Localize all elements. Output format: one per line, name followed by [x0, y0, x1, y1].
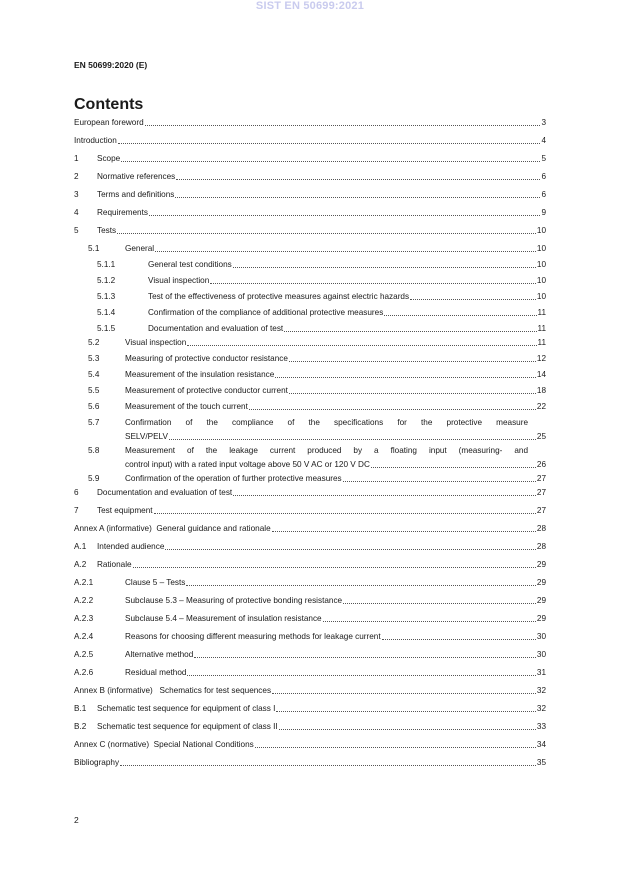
- toc-entry-page: 6: [541, 190, 546, 199]
- toc-entry-number: 5.4: [88, 370, 100, 379]
- toc-entry[interactable]: [74, 632, 546, 642]
- toc-entry-page: 10: [536, 292, 546, 301]
- dot-leader: [275, 377, 536, 378]
- toc-entry-page: 11: [537, 338, 546, 347]
- toc-entry-number: A.2.6: [74, 668, 94, 677]
- dot-leader: [194, 657, 536, 658]
- toc-entry-page: 29: [536, 596, 546, 605]
- toc-entry[interactable]: [74, 208, 546, 218]
- toc-entry-number: A.2.5: [74, 650, 94, 659]
- toc-entry-number: 1: [74, 154, 79, 163]
- dot-leader: [154, 513, 536, 514]
- toc-entry-page: 27: [536, 488, 546, 497]
- toc-entry-number: 2: [74, 172, 79, 181]
- toc-entry-number: 5.1.5: [97, 324, 116, 333]
- toc-entry[interactable]: [74, 418, 546, 442]
- toc-entry[interactable]: [74, 386, 546, 396]
- toc-entry-title: Annex B (informative) Schematics for test sequences: [74, 686, 272, 695]
- toc-entry[interactable]: [74, 474, 546, 484]
- toc-entry[interactable]: [74, 740, 546, 750]
- toc-entry-title: Introduction: [74, 136, 117, 145]
- toc-entry[interactable]: [74, 226, 546, 236]
- toc-entry-title: Requirements: [97, 208, 148, 217]
- dot-leader: [120, 765, 536, 766]
- toc-entry-number: B.1: [74, 704, 87, 713]
- toc-entry[interactable]: [74, 596, 546, 606]
- toc-entry-title: Subclause 5.4 – Measurement of insulation resistance: [125, 614, 322, 623]
- toc-entry[interactable]: [74, 506, 546, 516]
- dot-leader: [133, 567, 536, 568]
- toc-entry-page: 28: [536, 542, 546, 551]
- toc-entry-title: General test conditions: [148, 260, 232, 269]
- toc-entry-number: 5.6: [88, 402, 100, 411]
- dot-leader: [343, 481, 536, 482]
- toc-entry-number: 7: [74, 506, 79, 515]
- toc-entry[interactable]: [74, 118, 546, 128]
- toc-entry-number: 5.1: [88, 244, 100, 253]
- toc-entry-page: 11: [537, 324, 546, 333]
- dot-leader: [233, 495, 536, 496]
- toc-entry[interactable]: [74, 578, 546, 588]
- toc-entry-page: 27: [536, 474, 546, 483]
- toc-entry[interactable]: [74, 668, 546, 678]
- toc-entry-title: Clause 5 – Tests: [125, 578, 186, 587]
- toc-entry-title-line2: control input) with a rated input voltage above 50 V AC or 120 V DC: [125, 460, 370, 469]
- dot-leader: [279, 729, 536, 730]
- toc-entry-title: Residual method: [125, 668, 187, 677]
- toc-entry-number: B.2: [74, 722, 87, 731]
- toc-entry-number: 5.2: [88, 338, 100, 347]
- toc-entry-page: 33: [536, 722, 546, 731]
- dot-leader: [410, 299, 536, 300]
- dot-leader: [176, 179, 540, 180]
- toc-entry[interactable]: [74, 686, 546, 696]
- dot-leader: [276, 711, 535, 712]
- toc-entry-title: Schematic test sequence for equipment of class II: [97, 722, 278, 731]
- toc-entry-title-line2: SELV/PELV: [125, 432, 168, 441]
- toc-entry[interactable]: [74, 542, 546, 552]
- toc-entry-page: 3: [541, 118, 546, 127]
- toc-entry-page: 28: [536, 524, 546, 533]
- toc-entry-title: Normative references: [97, 172, 176, 181]
- toc-entry-page: 31: [536, 668, 546, 677]
- toc-entry-title: Measurement of protective conductor current: [125, 386, 288, 395]
- toc-entry-title: Alternative method: [125, 650, 194, 659]
- toc-entry[interactable]: [74, 154, 546, 164]
- dot-leader: [186, 585, 536, 586]
- toc-entry-page: 4: [541, 136, 546, 145]
- page-number: 2: [74, 815, 79, 825]
- toc-entry-number: 4: [74, 208, 79, 217]
- toc-entry-number: 5.1.3: [97, 292, 116, 301]
- toc-entry-title: Tests: [97, 226, 117, 235]
- toc-entry[interactable]: [74, 560, 546, 570]
- toc-entry[interactable]: [74, 354, 546, 364]
- toc-entry-title: Measuring of protective conductor resistance: [125, 354, 288, 363]
- dot-leader: [187, 345, 536, 346]
- toc-entry-number: 5.1.4: [97, 308, 116, 317]
- dot-leader: [343, 603, 536, 604]
- toc-entry-number: 5.3: [88, 354, 100, 363]
- dot-leader: [145, 125, 541, 126]
- toc-entry-page: 34: [536, 740, 546, 749]
- toc-entry-number: 5.9: [88, 474, 100, 483]
- toc-entry-title: Measurement of the insulation resistance: [125, 370, 275, 379]
- toc-entry-title: Subclause 5.3 – Measuring of protective bonding resistance: [125, 596, 343, 605]
- dot-leader: [210, 283, 536, 284]
- toc-entry-page: 32: [536, 704, 546, 713]
- toc-entry-number: A.2: [74, 560, 87, 569]
- toc-entry[interactable]: [74, 338, 546, 348]
- toc-entry-page: 10: [536, 244, 546, 253]
- toc-entry-title: Test of the effectiveness of protective measures against electric hazards: [148, 292, 410, 301]
- toc-entry-number: A.2.4: [74, 632, 94, 641]
- toc-entry-page: 10: [536, 260, 546, 269]
- toc-entry-page: 27: [536, 506, 546, 515]
- toc-entry-title-line1: Measurement of the leakage current produced by a floating input (measuring- and: [125, 446, 528, 455]
- toc-entry-number: 5.5: [88, 386, 100, 395]
- toc-entry-page: 11: [537, 308, 546, 317]
- dot-leader: [289, 393, 536, 394]
- document-id-header: EN 50699:2020 (E): [74, 60, 148, 70]
- dot-leader: [323, 621, 536, 622]
- toc-entry-title: Rationale: [97, 560, 132, 569]
- toc-entry-page: 9: [541, 208, 546, 217]
- toc-entry-page: 29: [536, 614, 546, 623]
- toc-entry[interactable]: [74, 614, 546, 624]
- toc-entry[interactable]: [74, 446, 546, 470]
- dot-leader: [272, 531, 536, 532]
- dot-leader: [382, 639, 536, 640]
- toc-entry[interactable]: [74, 292, 546, 302]
- dot-leader: [169, 439, 536, 440]
- toc-entry[interactable]: [74, 324, 546, 334]
- toc-entry-title: Visual inspection: [148, 276, 210, 285]
- toc-entry-title: Intended audience: [97, 542, 165, 551]
- toc-entry-title: Schematic test sequence for equipment of class I: [97, 704, 276, 713]
- dot-leader: [233, 267, 536, 268]
- toc-entry-number: 6: [74, 488, 79, 497]
- toc-entry-page: 6: [541, 172, 546, 181]
- toc-entry-number: 3: [74, 190, 79, 199]
- toc-entry-title: Test equipment: [97, 506, 153, 515]
- toc-entry-title: Scope: [97, 154, 121, 163]
- toc-entry-number: 5.7: [88, 418, 100, 427]
- toc-entry-number: A.1: [74, 542, 87, 551]
- toc-entry-number: 5.1.1: [97, 260, 116, 269]
- toc-entry-title: General: [125, 244, 155, 253]
- toc-entry[interactable]: [74, 402, 546, 412]
- toc-entry[interactable]: [74, 488, 546, 498]
- toc-entry-page: 30: [536, 650, 546, 659]
- toc-entry-title: Documentation and evaluation of test: [97, 488, 233, 497]
- toc-entry-title-line1: Confirmation of the compliance of the specifications for the protective measure: [125, 418, 528, 427]
- dot-leader: [175, 197, 540, 198]
- toc-entry[interactable]: [74, 758, 546, 768]
- toc-entry[interactable]: [74, 704, 546, 714]
- toc-entry-page: 14: [536, 370, 546, 379]
- toc-entry-page: 10: [536, 226, 546, 235]
- toc-entry-number: 5: [74, 226, 79, 235]
- dot-leader: [155, 251, 536, 252]
- toc-entry[interactable]: [74, 136, 546, 146]
- toc-entry[interactable]: [74, 650, 546, 660]
- dot-leader: [187, 675, 535, 676]
- toc-entry-page: 25: [536, 432, 546, 441]
- toc-entry-number: A.2.1: [74, 578, 94, 587]
- toc-entry[interactable]: [74, 308, 546, 318]
- toc-entry-title: Confirmation of the operation of further protective measures: [125, 474, 342, 483]
- toc-entry[interactable]: [74, 190, 546, 200]
- toc-entry-page: 29: [536, 578, 546, 587]
- toc-entry[interactable]: [74, 276, 546, 286]
- toc-entry-title: Annex A (informative) General guidance and rationale: [74, 524, 271, 533]
- toc-entry-page: 12: [536, 354, 546, 363]
- dot-leader: [118, 143, 541, 144]
- toc-entry-title: Confirmation of the compliance of additional protective measures: [148, 308, 384, 317]
- toc-entry-number: A.2.2: [74, 596, 94, 605]
- toc-entry-title: Reasons for choosing different measuring methods for leakage current: [125, 632, 381, 641]
- toc-entry-number: 5.8: [88, 446, 100, 455]
- watermark: SIST EN 50699:2021: [255, 0, 365, 12]
- dot-leader: [289, 361, 536, 362]
- toc-entry-page: 35: [536, 758, 546, 767]
- toc-entry-page: 18: [536, 386, 546, 395]
- toc-entry-title: Measurement of the touch current: [125, 402, 248, 411]
- dot-leader: [284, 331, 536, 332]
- toc-entry[interactable]: [74, 524, 546, 534]
- dot-leader: [121, 161, 540, 162]
- dot-leader: [384, 315, 536, 316]
- toc-entry-number: 5.1.2: [97, 276, 116, 285]
- toc-entry-page: 26: [536, 460, 546, 469]
- toc-entry-page: 30: [536, 632, 546, 641]
- dot-leader: [117, 233, 536, 234]
- dot-leader: [371, 467, 536, 468]
- toc-entry-title: Terms and definitions: [97, 190, 175, 199]
- toc-entry[interactable]: [74, 172, 546, 182]
- dot-leader: [165, 549, 536, 550]
- dot-leader: [149, 215, 540, 216]
- toc-entry-title: Bibliography: [74, 758, 120, 767]
- toc-entry-page: 5: [541, 154, 546, 163]
- dot-leader: [255, 747, 536, 748]
- dot-leader: [249, 409, 536, 410]
- toc-entry[interactable]: [74, 722, 546, 732]
- toc-entry[interactable]: [74, 260, 546, 270]
- toc-entry-title: European foreword: [74, 118, 144, 127]
- toc-entry-title: Annex C (normative) Special National Conditions: [74, 740, 254, 749]
- toc-entry-page: 10: [536, 276, 546, 285]
- toc-entry-title: Documentation and evaluation of test: [148, 324, 284, 333]
- toc-entry[interactable]: [74, 370, 546, 380]
- toc-entry-page: 22: [536, 402, 546, 411]
- toc-entry-page: 29: [536, 560, 546, 569]
- toc-entry-title: Visual inspection: [125, 338, 187, 347]
- contents-title: Contents: [74, 96, 144, 113]
- toc-entry[interactable]: [74, 244, 546, 254]
- toc-entry-number: A.2.3: [74, 614, 94, 623]
- dot-leader: [272, 693, 536, 694]
- toc-entry-page: 32: [536, 686, 546, 695]
